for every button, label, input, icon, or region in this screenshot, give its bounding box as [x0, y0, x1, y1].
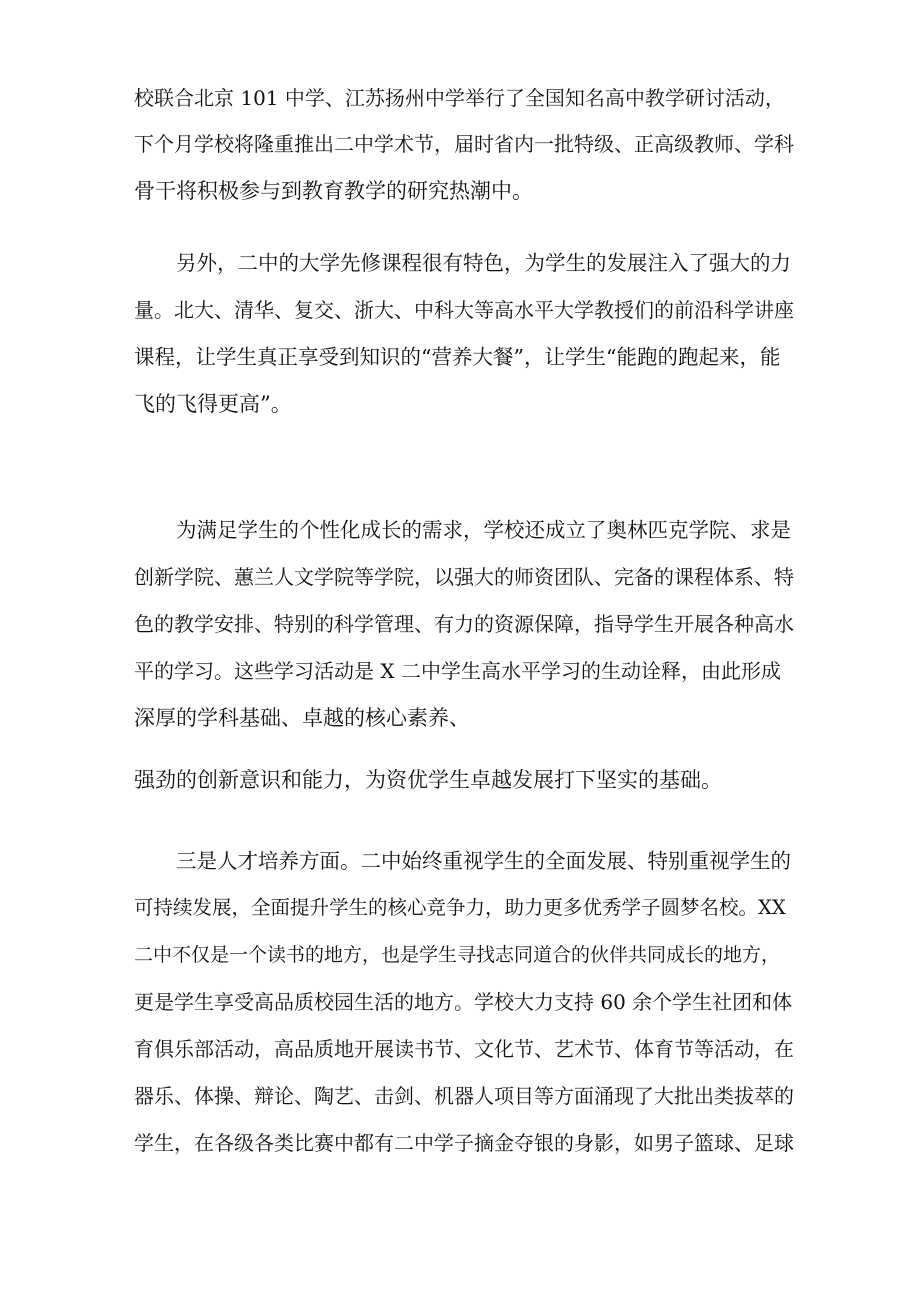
text-line: 飞的飞得更高”。 [134, 392, 292, 416]
text-line: 创新学院、蕙兰人文学院等学院，以强大的师资团队、完备的课程体系、特 [134, 565, 794, 589]
text-line: 育俱乐部活动，高品质地开展读书节、文化节、艺术节、体育节等活动，在 [134, 1037, 794, 1061]
text-line: 强劲的创新意识和能力，为资优学生卓越发展打下坚实的基础。 [134, 768, 722, 792]
text-line: 骨干将积极参与到教育教学的研究热潮中。 [134, 179, 533, 203]
text-line: 深厚的学科基础、卓越的核心素养、 [134, 706, 470, 730]
text-line: 三是人才培养方面。二中始终重视学生的全面发展、特别重视学生的 [176, 849, 791, 873]
text-line: 课程，让学生真正享受到知识的“营养大餐”，让学生“能跑的跑起来，能 [134, 345, 781, 369]
text-line: 色的教学安排、特别的科学管理、有力的资源保障，指导学生开展各种高水 [134, 612, 794, 636]
text-line: 为满足学生的个性化成长的需求，学校还成立了奥林匹克学院、求是 [176, 518, 791, 542]
text-line: 另外，二中的大学先修课程很有特色，为学生的发展注入了强大的力 [176, 251, 791, 275]
text-line: 平的学习。这些学习活动是 X 二中学生高水平学习的生动诠释，由此形成 [134, 659, 781, 683]
text-line: 二中不仅是一个读书的地方，也是学生寻找志同道合的伙伴共同成长的地方， [134, 944, 781, 966]
text-line: 量。北大、清华、复交、浙大、中科大等高水平大学教授们的前沿科学讲座 [134, 298, 794, 322]
text-line: 学生，在各级各类比赛中都有二中学子摘金夺银的身影，如男子篮球、足球 [134, 1131, 794, 1155]
text-line: 器乐、体操、辩论、陶艺、击剑、机器人项目等方面涌现了大批出类拔萃的 [134, 1084, 794, 1108]
text-line: 更是学生享受高品质校园生活的地方。学校大力支持 60 余个学生社团和体 [134, 990, 793, 1014]
text-line: 下个月学校将隆重推出二中学术节，届时省内一批特级、正高级教师、学科 [134, 132, 794, 156]
text-line: 校联合北京 101 中学、江苏扬州中学举行了全国知名高中教学研讨活动， [134, 86, 785, 110]
text-line: 可持续发展，全面提升学生的核心竞争力，助力更多优秀学子圆梦名校。XX [134, 896, 786, 919]
